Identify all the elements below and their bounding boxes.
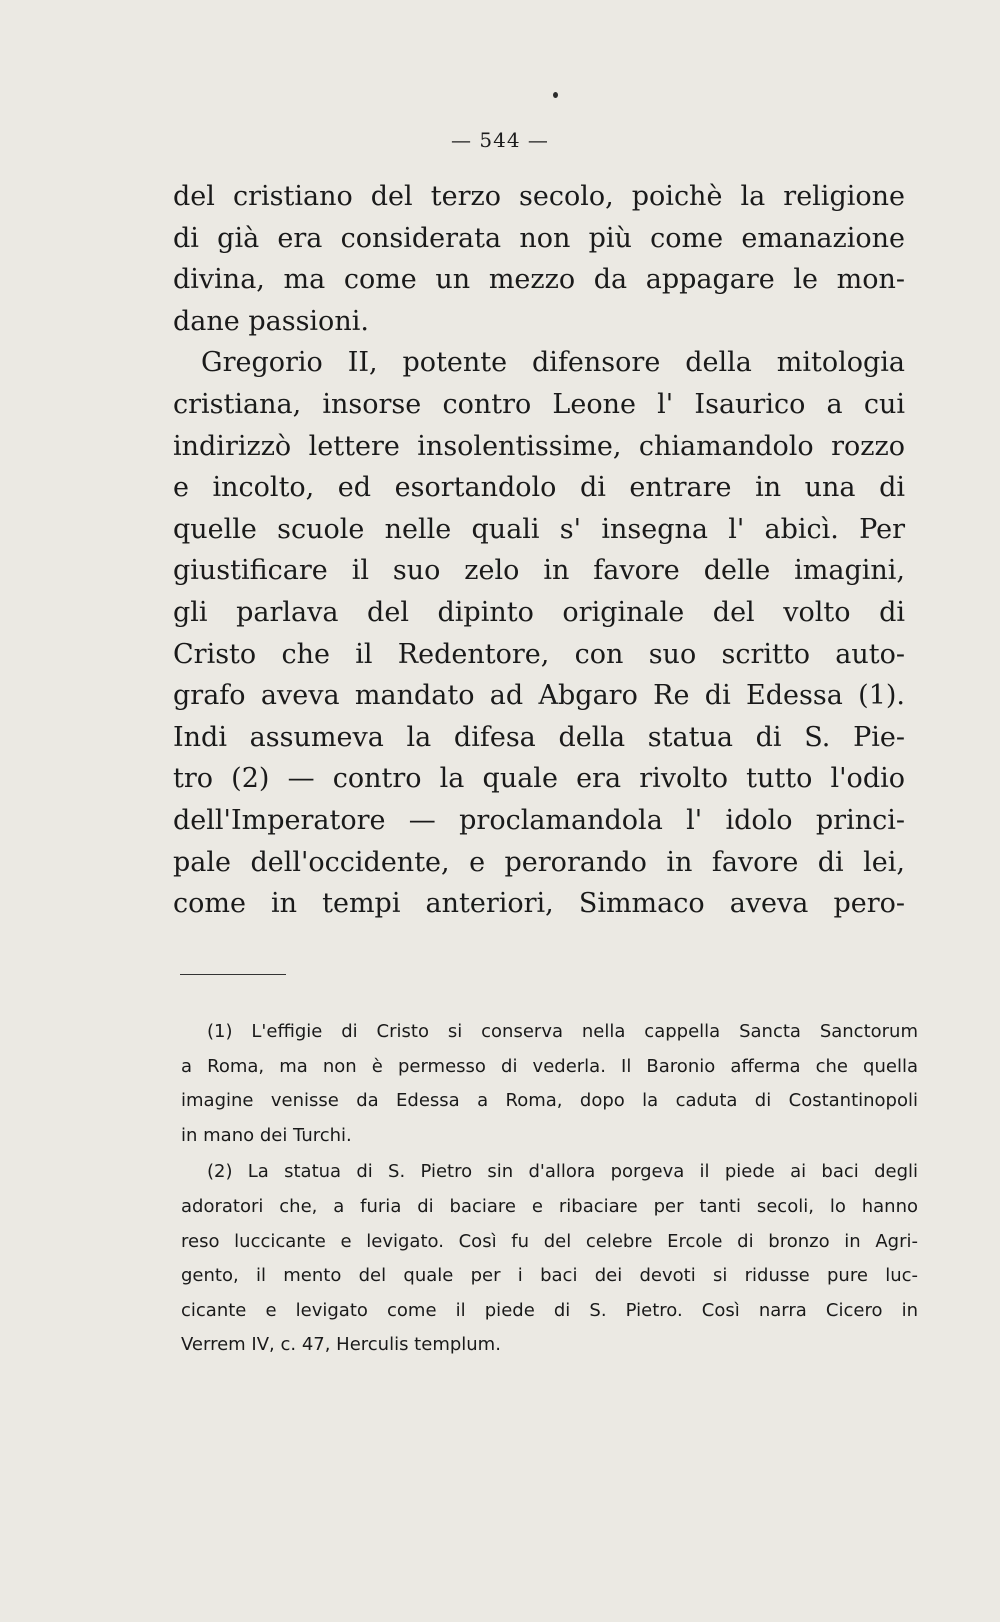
- footnote-line: imagine venisse da Edessa a Roma, dopo la caduta di Costantinopoli: [181, 1090, 918, 1112]
- page-number: — 544 —: [451, 128, 549, 152]
- footnote-line: gento, il mento del quale per i baci dei devoti si ridusse pure luc-: [181, 1265, 918, 1287]
- footnotes: [181, 1015, 918, 1363]
- text-line: indirizzò lettere insolentissime, chiamandolo rozzo: [173, 430, 905, 462]
- footnote-line: (1) L'effigie di Cristo si conserva nella cappella Sancta Sanctorum: [207, 1021, 918, 1042]
- footnote-separator: [180, 974, 286, 975]
- text-line: dell'Imperatore — proclamandola l' idolo princi-: [173, 804, 905, 836]
- text-line: del cristiano del terzo secolo, poichè la religione: [173, 181, 905, 212]
- text-line: giustificare il suo zelo in favore delle imagini,: [173, 555, 905, 587]
- main-text: [173, 176, 905, 925]
- footnote-line: in mano dei Turchi.: [181, 1124, 352, 1146]
- text-line: Gregorio II, potente difensore della mitologia: [201, 347, 905, 379]
- footnote-line: adoratori che, a furia di baciare e ribaciare per tanti secoli, lo hanno: [181, 1195, 918, 1217]
- text-line: tro (2) — contro la quale era rivolto tutto l'odio: [173, 763, 905, 795]
- text-line: grafo aveva mandato ad Abgaro Re di Edessa (1).: [173, 680, 905, 712]
- text-line: Indi assumeva la difesa della statua di S. Pie-: [173, 721, 905, 753]
- text-line: gli parlava del dipinto originale del volto di: [173, 596, 905, 628]
- footnote-line: a Roma, ma non è permesso di vederla. Il Baronio afferma che quella: [181, 1055, 918, 1077]
- ink-speck: [553, 92, 558, 98]
- footnote-line: reso luccicante e levigato. Così fu del celebre Ercole di bronzo in Agri-: [181, 1230, 918, 1252]
- footnote-line: (2) La statua di S. Pietro sin d'allora porgeva il piede ai baci degli: [207, 1161, 918, 1183]
- text-line: cristiana, insorse contro Leone l' Isaurico a cui: [173, 388, 905, 420]
- text-line: quelle scuole nelle quali s' insegna l' abicì. Per: [173, 513, 905, 545]
- text-line: Cristo che il Redentore, con suo scritto auto-: [173, 638, 905, 670]
- footnote-line: cicante e levigato come il piede di S. Pietro. Così narra Cicero in: [181, 1299, 918, 1321]
- text-line: divina, ma come un mezzo da appagare le mon-: [173, 264, 905, 296]
- text-line: pale dell'occidente, e perorando in favore di lei,: [173, 846, 905, 878]
- text-line: come in tempi anteriori, Simmaco aveva pero-: [173, 888, 905, 920]
- text-line: di già era considerata non più come emanazione: [173, 222, 905, 254]
- text-line: e incolto, ed esortandolo di entrare in una di: [173, 472, 905, 504]
- footnote-line: Verrem IV, c. 47, Herculis templum.: [181, 1334, 501, 1356]
- text-line: dane passioni.: [173, 305, 369, 337]
